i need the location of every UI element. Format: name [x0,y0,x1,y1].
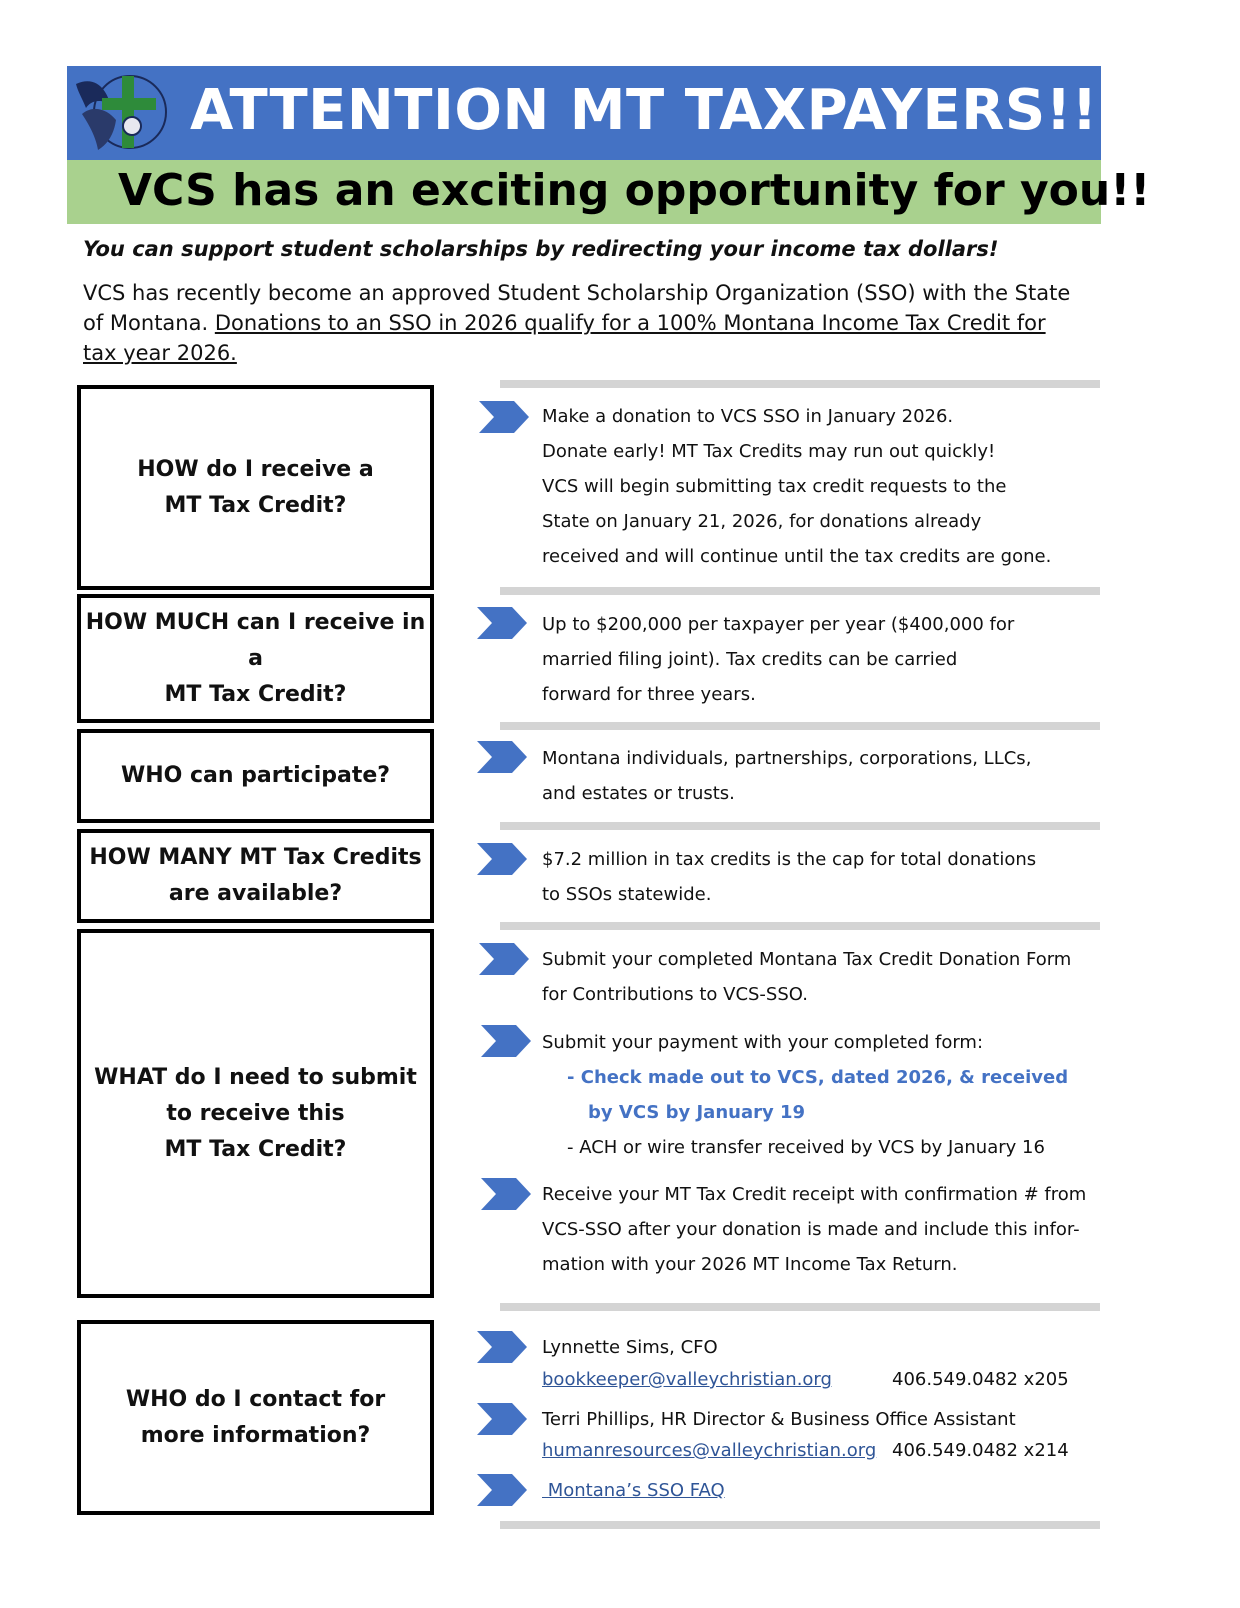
divider [500,380,1100,388]
answer-how-many: $7.2 million in tax credits is the cap for total donations to SSOs statewide. [542,849,1037,905]
chevron-right-icon [476,842,528,876]
answer-who: Montana individuals, partnerships, corporations, LLCs, and estates or trusts. [542,748,1032,804]
question-box-who [77,729,434,823]
question-box-how-much [77,594,434,723]
page-subtitle: VCS has an exciting opportunity for you!! [118,165,1151,216]
contact-email-2[interactable]: humanresources@valleychristian.org [542,1440,877,1461]
chevron-right-icon [476,1402,528,1436]
contact-name-2: Terri Phillips, HR Director & Business Office Assistant [542,1409,1016,1430]
answer-what-form: Submit your completed Montana Tax Credit Donation Form for Contributions to VCS-SSO. [542,949,1072,1005]
divider [500,587,1100,595]
answer-check-line-2: by VCS by January 19 [588,1102,806,1123]
chevron-right-icon [478,400,530,434]
chevron-right-icon [476,606,528,640]
question-contact: WHO do I contact for more information? [125,1386,386,1448]
question-how: HOW do I receive a MT Tax Credit? [137,456,374,518]
question-box-what [77,929,434,1298]
question-box-how [77,385,434,590]
question-box-contact [77,1320,434,1515]
divider [500,922,1100,930]
question-box-how-many [77,829,434,923]
divider [500,1303,1100,1311]
answer-check-line-1: - Check made out to VCS, dated 2026, & received [567,1067,1069,1088]
question-how-many: HOW MANY MT Tax Credits are available? [89,845,422,906]
contact-phone-1: 406.549.0482 x205 [892,1369,1069,1390]
page-title: ATTENTION MT TAXPAYERS!! [190,78,1098,143]
divider [500,822,1100,830]
answer-how-much: Up to $200,000 per taxpayer per year ($400,000 for married filing joint). Tax credits can be carried forward for three years. [542,614,1015,705]
chevron-right-icon [476,1473,528,1507]
tagline: You can support student scholarships by redirecting your income tax dollars! [83,237,999,261]
question-how-much: HOW MUCH can I receive in a MT Tax Credit? [85,609,426,707]
question-who: WHO can participate? [120,763,391,788]
contact-phone-2: 406.549.0482 x214 [892,1440,1069,1461]
chevron-right-icon [478,942,530,976]
chevron-right-icon [480,1024,532,1058]
intro-paragraph [83,278,1083,368]
question-what: WHAT do I need to submit to receive this MT Tax Credit? [94,1064,417,1162]
contact-email-1[interactable]: bookkeeper@valleychristian.org [542,1369,832,1390]
answer-ach: - ACH or wire transfer received by VCS by January 16 [567,1137,1045,1158]
school-logo [68,64,188,164]
divider [500,722,1100,730]
intro-text: VCS has recently become an approved Student Scholarship Organization (SSO) with the State of Montana. [83,281,1071,335]
chevron-right-icon [476,740,528,774]
answer-how: Make a donation to VCS SSO in January 2026. Donate early! MT Tax Credits may run out quickly! VCS will begin submitting tax credit requests to the State on January 21, 2026, for donations already received and will continue until the tax credits are gone. [542,406,1052,567]
chevron-right-icon [480,1177,532,1211]
contact-name-1: Lynnette Sims, CFO [542,1337,718,1358]
intro-underlined: Donations to an SSO in 2026 qualify for a 100% Montana Income Tax Credit for tax year 2026. [83,311,1046,365]
chevron-right-icon [476,1330,528,1364]
answer-what-payment: Submit your payment with your completed form: [542,1032,984,1053]
faq-link[interactable]: Montana’s SSO FAQ [542,1480,725,1501]
divider [500,1521,1100,1529]
answer-what-receipt: Receive your MT Tax Credit receipt with confirmation # from VCS-SSO after your donation is made and include this infor- mation with your 2026 MT Income Tax Return. [542,1184,1087,1275]
